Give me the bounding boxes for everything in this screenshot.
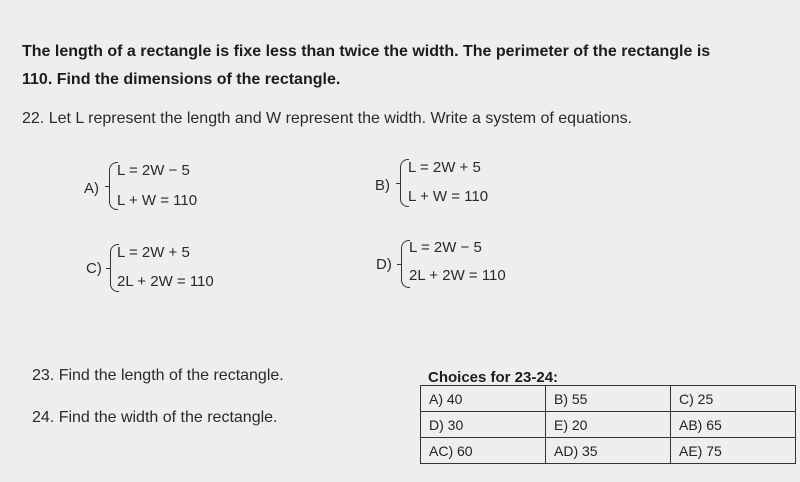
problem-line-1: The length of a rectangle is fixe less than twice the width. The perimeter of the rectangle is bbox=[22, 43, 711, 60]
option-a-label: A) bbox=[84, 180, 99, 197]
option-b-label: B) bbox=[375, 177, 390, 194]
option-a-eq1: L = 2W − 5 bbox=[117, 162, 190, 179]
choice-d[interactable]: D) 30 bbox=[421, 412, 546, 438]
option-d-eq1: L = 2W − 5 bbox=[409, 239, 482, 256]
option-c-label: C) bbox=[86, 260, 102, 277]
table-row bbox=[421, 438, 796, 464]
option-d-label: D) bbox=[376, 256, 392, 273]
choices-table bbox=[420, 385, 796, 464]
problem-statement bbox=[22, 38, 710, 94]
question-24: 24. Find the width of the rectangle. bbox=[32, 409, 278, 426]
option-a-eq2: L + W = 110 bbox=[117, 192, 198, 209]
option-b-eq1: L = 2W + 5 bbox=[408, 159, 481, 176]
option-c-eq2: 2L + 2W = 110 bbox=[117, 273, 214, 290]
option-c-eq1: L = 2W + 5 bbox=[117, 244, 190, 261]
choice-ac[interactable]: AC) 60 bbox=[421, 438, 546, 464]
choice-a[interactable]: A) 40 bbox=[421, 386, 546, 412]
choice-b[interactable]: B) 55 bbox=[546, 386, 671, 412]
option-b-eq2: L + W = 110 bbox=[408, 188, 489, 205]
option-c[interactable] bbox=[86, 240, 256, 296]
option-d-eq2: 2L + 2W = 110 bbox=[409, 267, 506, 284]
choice-e[interactable]: E) 20 bbox=[546, 412, 671, 438]
choice-ab[interactable]: AB) 65 bbox=[671, 412, 796, 438]
choice-ae[interactable]: AE) 75 bbox=[671, 438, 796, 464]
table-row bbox=[421, 412, 796, 438]
question-23: 23. Find the length of the rectangle. bbox=[32, 367, 284, 384]
choice-c[interactable]: C) 25 bbox=[671, 386, 796, 412]
choices-title: Choices for 23-24: bbox=[428, 369, 559, 386]
option-d[interactable] bbox=[376, 236, 546, 292]
option-b[interactable] bbox=[375, 155, 535, 211]
choice-ad[interactable]: AD) 35 bbox=[546, 438, 671, 464]
table-row bbox=[421, 386, 796, 412]
option-a[interactable] bbox=[84, 158, 244, 214]
question-22-prompt: 22. Let L represent the length and W represent the width. Write a system of equations. bbox=[22, 110, 633, 127]
problem-line-2: 110. Find the dimensions of the rectangle. bbox=[22, 71, 341, 88]
